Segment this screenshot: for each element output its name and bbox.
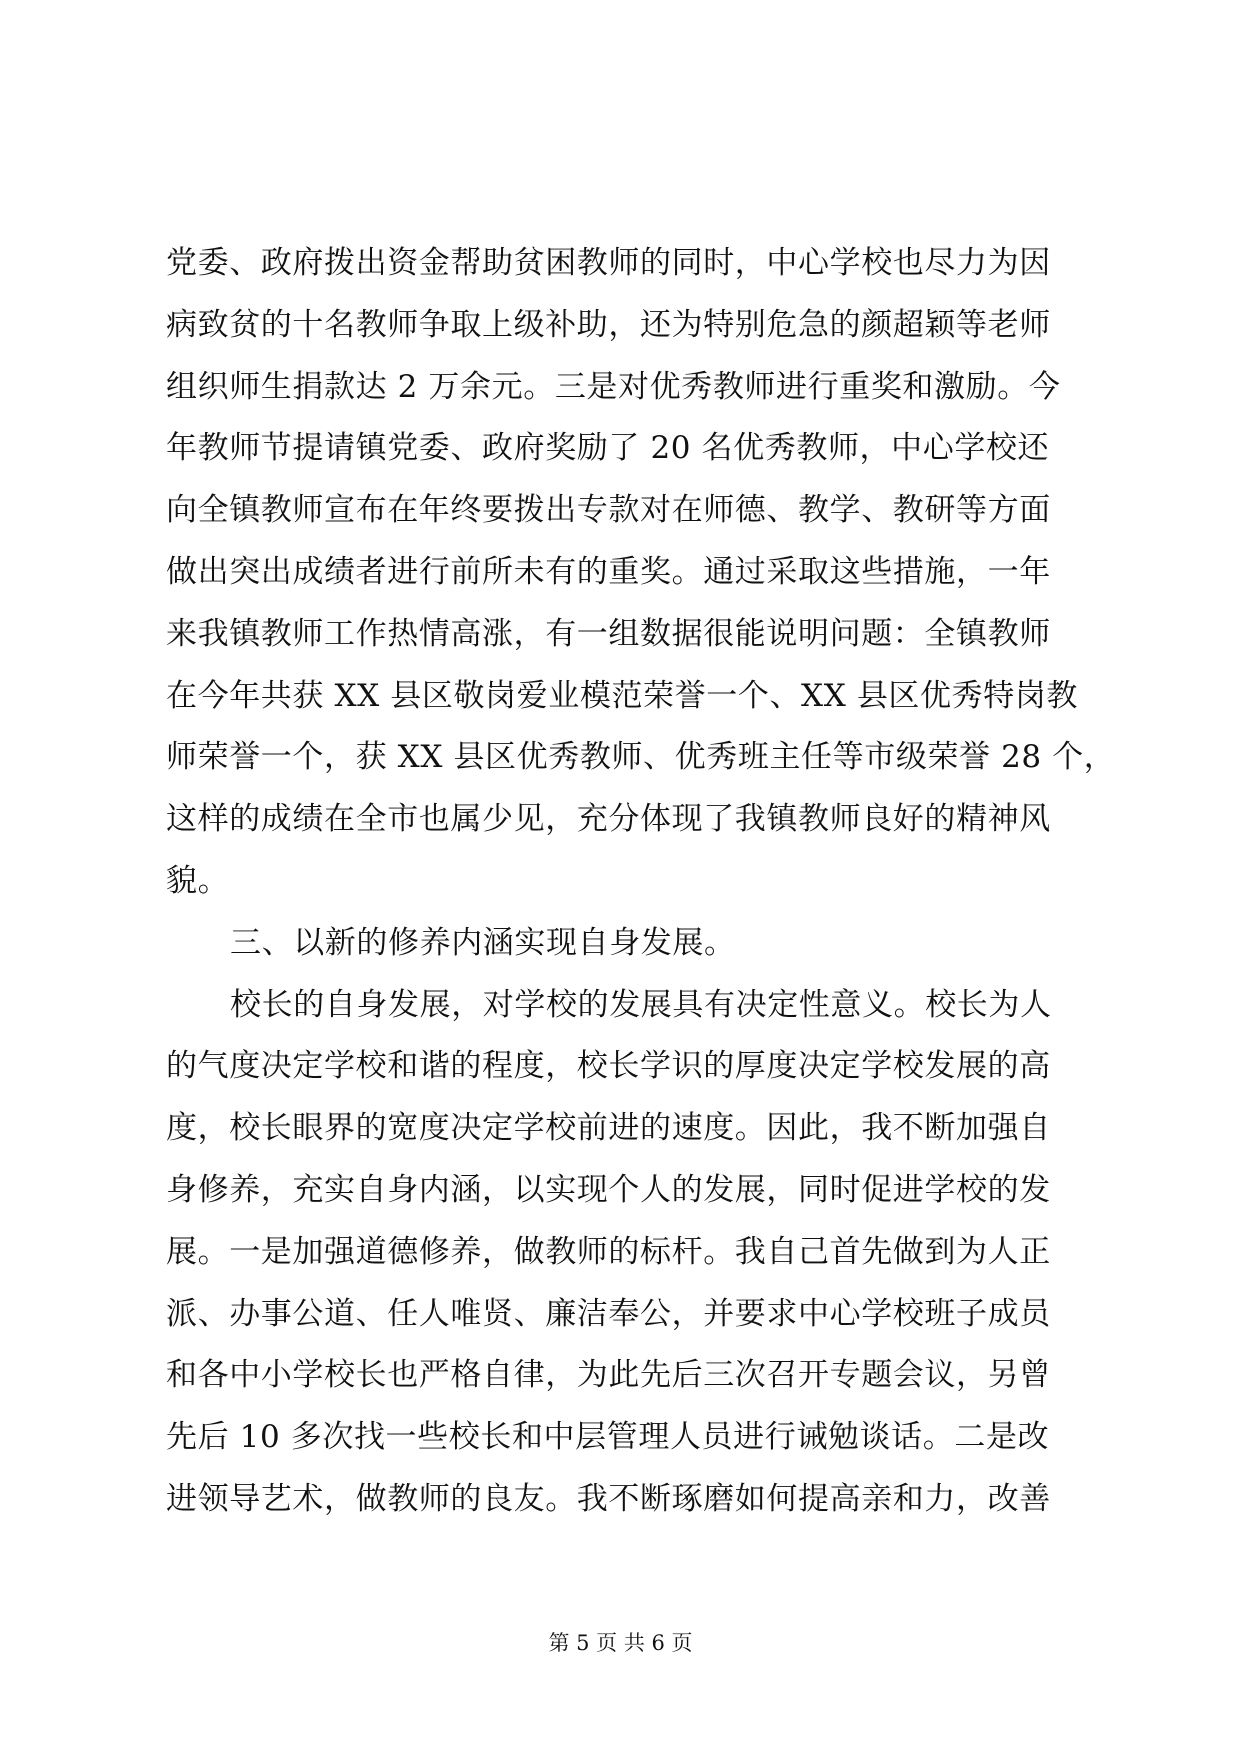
text-line: 校长的自身发展，对学校的发展具有决定性意义。校长为人: [230, 986, 1052, 1023]
text-line: 派、办事公道、任人唯贤、廉洁奉公，并要求中心学校班子成员: [166, 1295, 1051, 1332]
text-line: 做出突出成绩者进行前所未有的重奖。通过采取这些措施，一年: [166, 553, 1051, 590]
text-line: 貌。: [166, 862, 230, 899]
text-line: 展。一是加强道德修养，做教师的标杆。我自己首先做到为人正: [166, 1233, 1051, 1270]
text-line: 组织师生捐款达 2 万余元。三是对优秀教师进行重奖和激励。今: [166, 368, 1061, 405]
text-line: 身修养，充实自身内涵，以实现个人的发展，同时促进学校的发: [166, 1171, 1051, 1208]
page-number-footer: 第 5 页 共 6 页: [548, 1631, 693, 1655]
text-line: 先后 10 多次找一些校长和中层管理人员进行诫勉谈话。二是改: [166, 1419, 1050, 1456]
text-line: 进领导艺术，做教师的良友。我不断琢磨如何提高亲和力，改善: [166, 1480, 1051, 1517]
text-line: 年教师节提请镇党委、政府奖励了 20 名优秀教师，中心学校还: [166, 430, 1050, 467]
text-line: 的气度决定学校和谐的程度，校长学识的厚度决定学校发展的高: [166, 1048, 1051, 1085]
text-line: 在今年共获 XX 县区敬岗爱业模范荣誉一个、XX 县区优秀特岗教: [166, 677, 1079, 714]
text-line: 病致贫的十名教师争取上级补助，还为特别危急的颜超颖等老师: [166, 306, 1051, 343]
text-line: 度，校长眼界的宽度决定学校前进的速度。因此，我不断加强自: [166, 1110, 1051, 1147]
text-line: 师荣誉一个，获 XX 县区优秀教师、优秀班主任等市级荣誉 28 个，: [166, 739, 1116, 776]
text-line: 这样的成绩在全市也属少见，充分体现了我镇教师良好的精神风: [166, 801, 1051, 838]
text-line: 党委、政府拨出资金帮助贫困教师的同时，中心学校也尽力为因: [166, 245, 1051, 281]
section-heading: 三、以新的修养内涵实现自身发展。: [230, 924, 736, 961]
text-line: 和各中小学校长也严格自律，为此先后三次召开专题会议，另曾: [166, 1357, 1051, 1394]
text-line: 向全镇教师宣布在年终要拨出专款对在师德、教学、教研等方面: [166, 492, 1051, 529]
body-text: [166, 233, 1116, 1531]
text-line: 来我镇教师工作热情高涨，有一组数据很能说明问题：全镇教师: [166, 615, 1051, 652]
